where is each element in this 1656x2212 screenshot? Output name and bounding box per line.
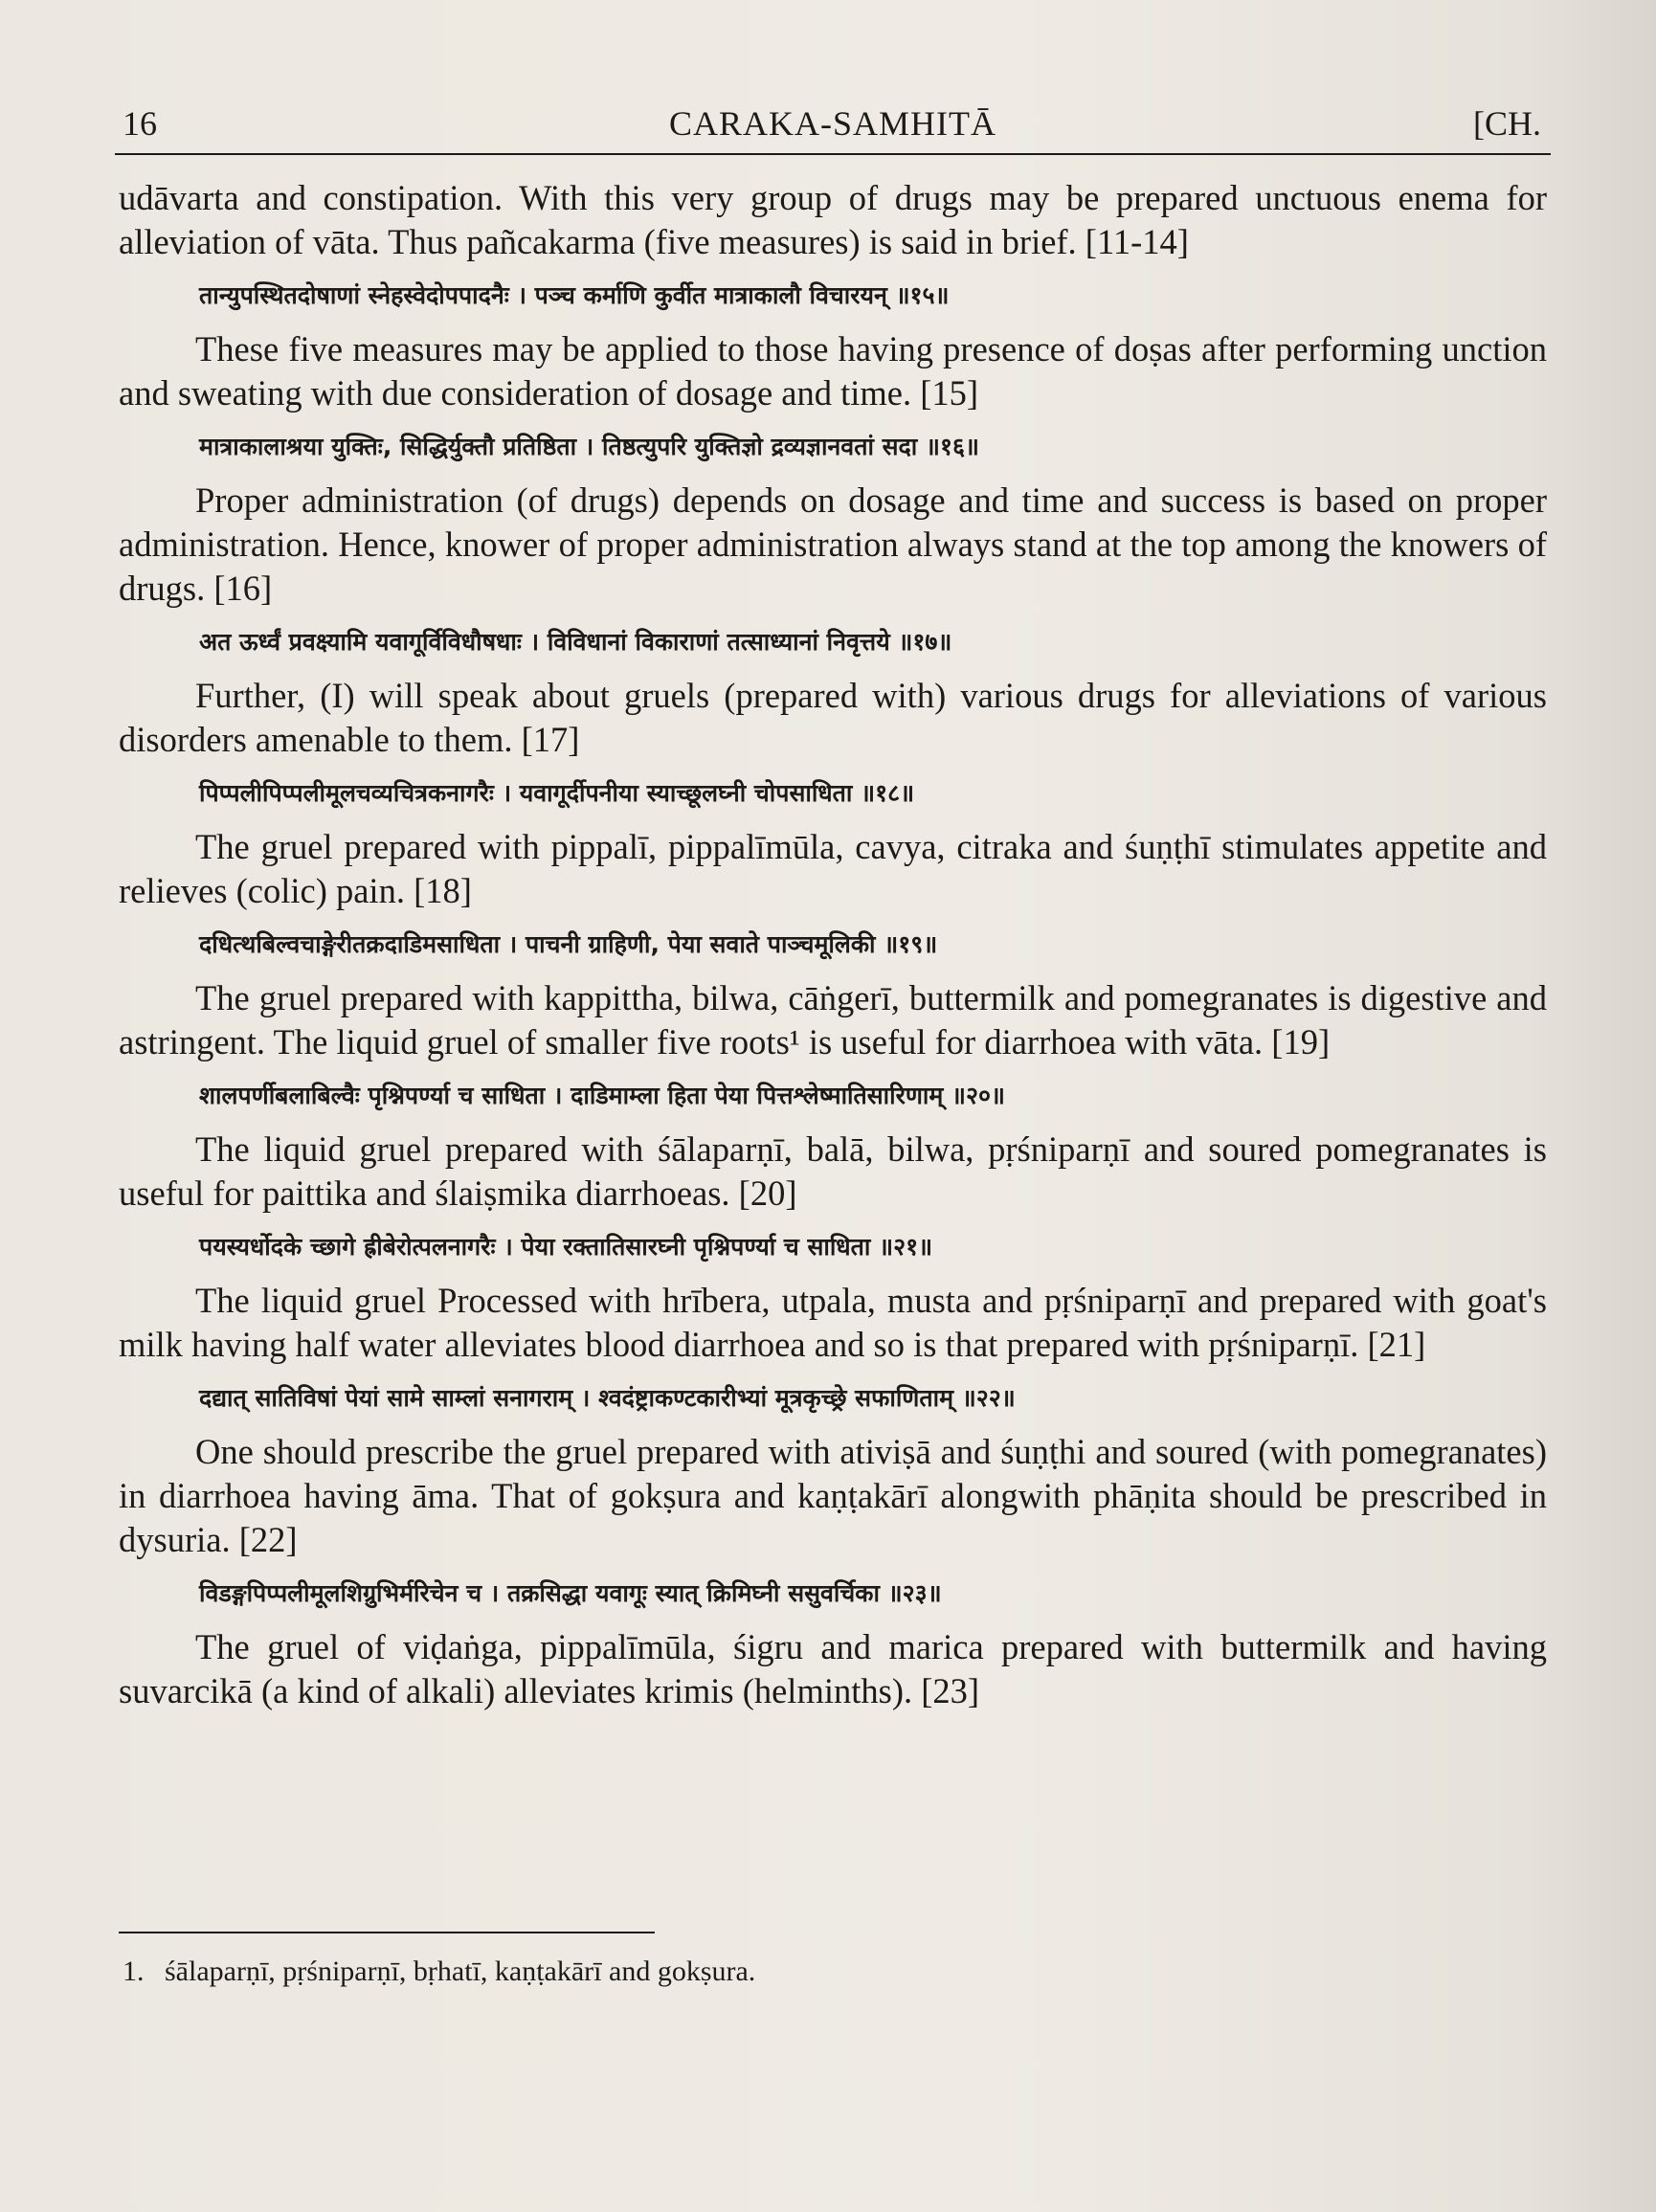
chapter-marker: [CH. <box>1473 104 1541 143</box>
sanskrit-verse: अत ऊर्ध्वं प्रवक्ष्यामि यवागूर्विविधौषधाः । विविधानां विकाराणां तत्साध्यानां निवृत्तये ॥१७॥ <box>199 628 952 656</box>
main-text <box>119 176 1547 1713</box>
english-paragraph: These five measures may be applied to those having presence of doṣas after performing unction and sweating with due consideration of dosage and time. [15] <box>119 329 1547 413</box>
english-paragraph: The liquid gruel Processed with hrībera, utpala, musta and pṛśniparṇī and prepared with goat's milk having half water alleviates blood diarrhoea and so is that prepared with pṛśniparṇī. [21] <box>119 1281 1547 1364</box>
footnote-marker: 1. <box>123 1955 145 1987</box>
book-title: CARAKA-SAMHITĀ <box>668 104 996 143</box>
sanskrit-verse: दद्यात् सातिविषां पेयां सामे साम्लां सनागराम् । श्वदंष्ट्राकण्टकारीभ्यां मूत्रकृच्छ्रे सफाणिताम् ॥२२॥ <box>199 1384 1016 1412</box>
footnote-text: śālaparṇī, pṛśniparṇī, bṛhatī, kaṇṭakārī and gokṣura. <box>165 1955 756 1987</box>
english-paragraph: Further, (I) will speak about gruels (prepared with) various drugs for alleviations of various disorders amenable to them. [17] <box>119 676 1547 759</box>
sanskrit-verse: विडङ्गपिप्पलीमूलशिग्रुभिर्मरिचेन च । तक्रसिद्धा यवागूः स्यात् क्रिमिघ्नी ससुवर्चिका ॥२३॥ <box>199 1579 942 1607</box>
sanskrit-verse: तान्युपस्थितदोषाणां स्नेहस्वेदोपपादनैः । पञ्च कर्माणि कुर्वीत मात्राकालौ विचारयन् ॥१५॥ <box>199 281 950 309</box>
running-header <box>115 96 1551 155</box>
sanskrit-verse: शालपर्णीबलाबिल्वैः पृश्निपर्ण्या च साधिता । दाडिमाम्ला हिता पेया पित्तश्लेष्मातिसारिणाम् ॥२०॥ <box>199 1082 1006 1109</box>
sanskrit-verse: दधित्थबिल्वचाङ्गेरीतक्रदाडिमसाधिता । पाचनी ग्राहिणी, पेया सवाते पाञ्चमूलिकी ॥१९॥ <box>199 930 938 958</box>
sanskrit-verse: मात्राकालाश्रया युक्तिः, सिद्धिर्युक्तौ प्रतिष्ठिता । तिष्ठत्युपरि युक्तिज्ञो द्रव्यज्ञानवतां सदा ॥१६॥ <box>199 433 979 460</box>
english-paragraph: The gruel of viḍaṅga, pippalīmūla, śigru and marica prepared with buttermilk and having suvarcikā (a kind of alkali) alleviates krimis (helminths). [23] <box>119 1627 1547 1710</box>
sanskrit-verse: पयस्यर्धोदके च्छागे ह्रीबेरोत्पलनागरैः । पेया रक्तातिसारघ्नी पृश्निपर्ण्या च साधिता ॥२१॥ <box>199 1233 933 1261</box>
page-number: 16 <box>123 104 157 143</box>
english-paragraph: udāvarta and constipation. With this very group of drugs may be prepared unctuous enema for alleviation of vāta. Thus pañcakarma (five measures) is said in brief. [11-14] <box>119 178 1547 261</box>
english-paragraph: One should prescribe the gruel prepared with ativiṣā and śuṇṭhi and soured (with pomegranates) in diarrhoea having āma. That of gokṣura and kaṇṭakārī alongwith phāṇita should be prescribed in dysuria. [22] <box>119 1432 1547 1559</box>
footnote-divider <box>119 1932 655 1933</box>
english-paragraph: Proper administration (of drugs) depends on dosage and time and success is based on proper administration. Hence, knower of proper administration always stand at the top among the knowers of drugs. [16] <box>119 480 1547 608</box>
english-paragraph: The gruel prepared with kappittha, bilwa, cāṅgerī, buttermilk and pomegranates is digestive and astringent. The liquid gruel of smaller five roots¹ is useful for diarrhoea with vāta. [19] <box>119 978 1547 1061</box>
footnote <box>123 1953 755 1991</box>
english-paragraph: The liquid gruel prepared with śālaparṇī, balā, bilwa, pṛśniparṇī and soured pomegranates is useful for paittika and ślaiṣmika diarrhoeas. [20] <box>119 1129 1547 1213</box>
english-paragraph: The gruel prepared with pippalī, pippalīmūla, cavya, citraka and śuṇṭhī stimulates appetite and relieves (colic) pain. [18] <box>119 827 1547 910</box>
sanskrit-verse: पिप्पलीपिप्पलीमूलचव्यचित्रकनागरैः । यवागूर्दीपनीया स्याच्छूलघ्नी चोपसाधिता ॥१८॥ <box>199 779 915 807</box>
